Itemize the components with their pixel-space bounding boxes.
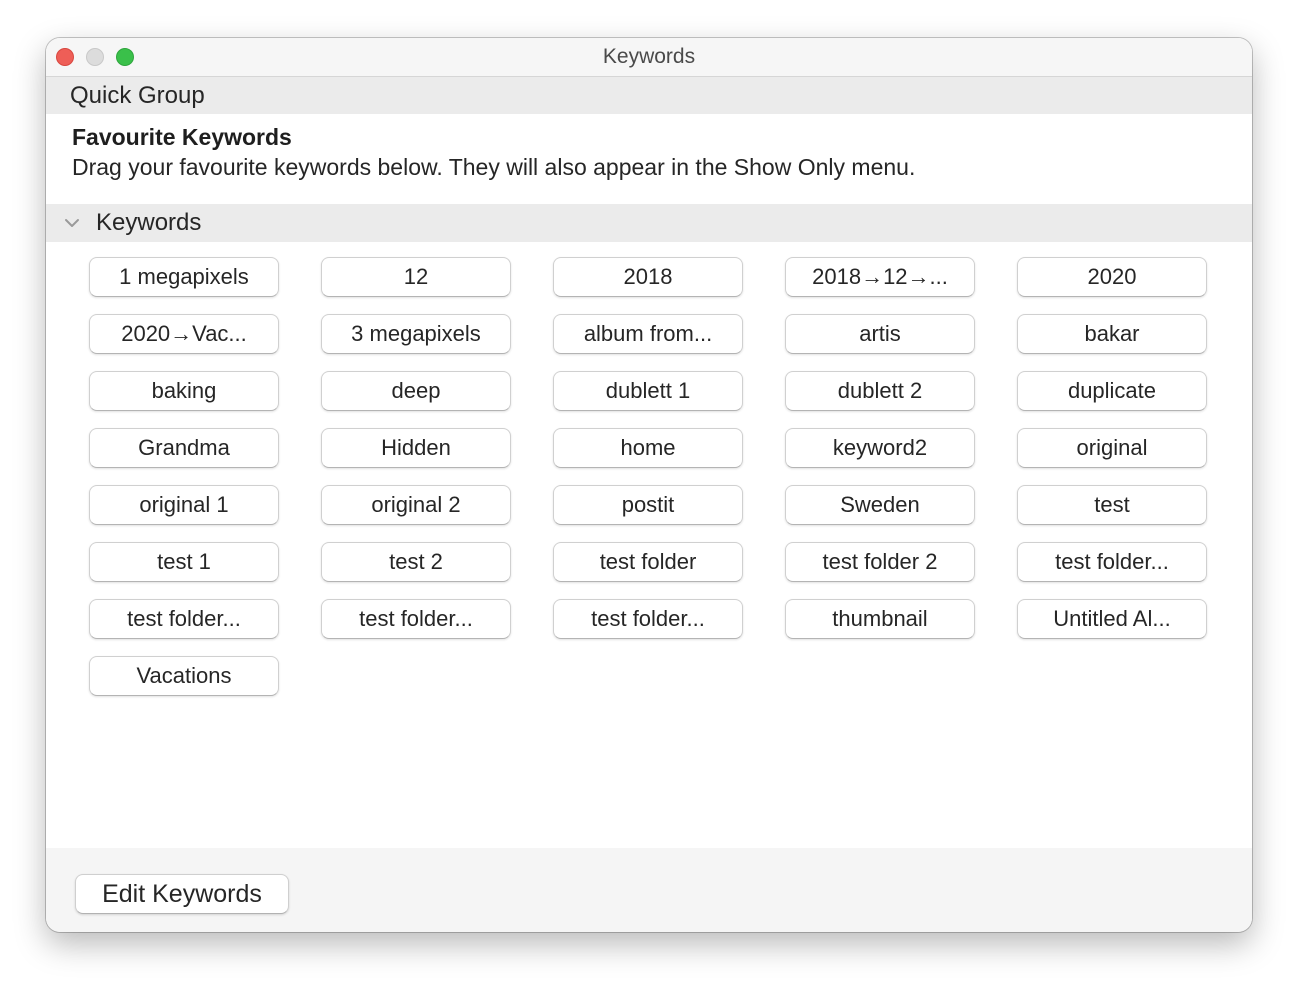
title-bar[interactable] [46,38,1252,77]
keyword-button[interactable]: postit [553,485,743,525]
keyword-button[interactable]: Vacations [89,656,279,696]
keyword-button[interactable]: deep [321,371,511,411]
keyword-button[interactable]: Hidden [321,428,511,468]
keyword-button[interactable]: original [1017,428,1207,468]
keyword-button[interactable]: Sweden [785,485,975,525]
keywords-section-header[interactable] [46,204,1252,242]
keyword-button[interactable]: test folder... [553,599,743,639]
keyword-button[interactable]: bakar [1017,314,1207,354]
keyword-button[interactable]: original 1 [89,485,279,525]
keyword-button[interactable]: keyword2 [785,428,975,468]
keyword-button[interactable]: Grandma [89,428,279,468]
keyword-button[interactable]: test 2 [321,542,511,582]
edit-keywords-button[interactable]: Edit Keywords [75,874,289,914]
keyword-button[interactable]: artis [785,314,975,354]
keyword-button[interactable]: test [1017,485,1207,525]
footer-bar [46,848,1252,932]
keyword-grid [89,257,1207,696]
keyword-button[interactable]: album from... [553,314,743,354]
keyword-button[interactable]: test folder... [89,599,279,639]
keyword-button[interactable]: 2018→12→... [785,257,975,297]
keyword-button[interactable]: 1 megapixels [89,257,279,297]
keyword-button[interactable]: test 1 [89,542,279,582]
keyword-button[interactable]: 2018 [553,257,743,297]
keyword-button[interactable]: 2020→Vac... [89,314,279,354]
keyword-button[interactable]: test folder [553,542,743,582]
chevron-down-icon[interactable] [64,216,80,230]
keyword-button[interactable]: Untitled Al... [1017,599,1207,639]
favourite-keywords-description: Drag your favourite keywords below. They will also appear in the Show Only menu. [72,154,916,180]
keyword-button[interactable]: home [553,428,743,468]
keyword-button[interactable]: test folder... [321,599,511,639]
keyword-button[interactable]: 3 megapixels [321,314,511,354]
keywords-window [46,38,1252,932]
keyword-button[interactable]: duplicate [1017,371,1207,411]
quick-group-header[interactable] [46,77,1252,114]
keywords-section-label: Keywords [96,209,202,236]
window-title: Keywords [602,45,696,68]
keyword-button[interactable]: dublett 1 [553,371,743,411]
keyword-button[interactable]: 2020 [1017,257,1207,297]
quick-group-label: Quick Group [70,82,205,109]
keyword-button[interactable]: baking [89,371,279,411]
favourite-keywords-title: Favourite Keywords [72,124,292,150]
keyword-button[interactable]: test folder 2 [785,542,975,582]
keyword-button[interactable]: thumbnail [785,599,975,639]
keyword-button[interactable]: original 2 [321,485,511,525]
keyword-button[interactable]: dublett 2 [785,371,975,411]
keyword-button[interactable]: test folder... [1017,542,1207,582]
keyword-button[interactable]: 12 [321,257,511,297]
